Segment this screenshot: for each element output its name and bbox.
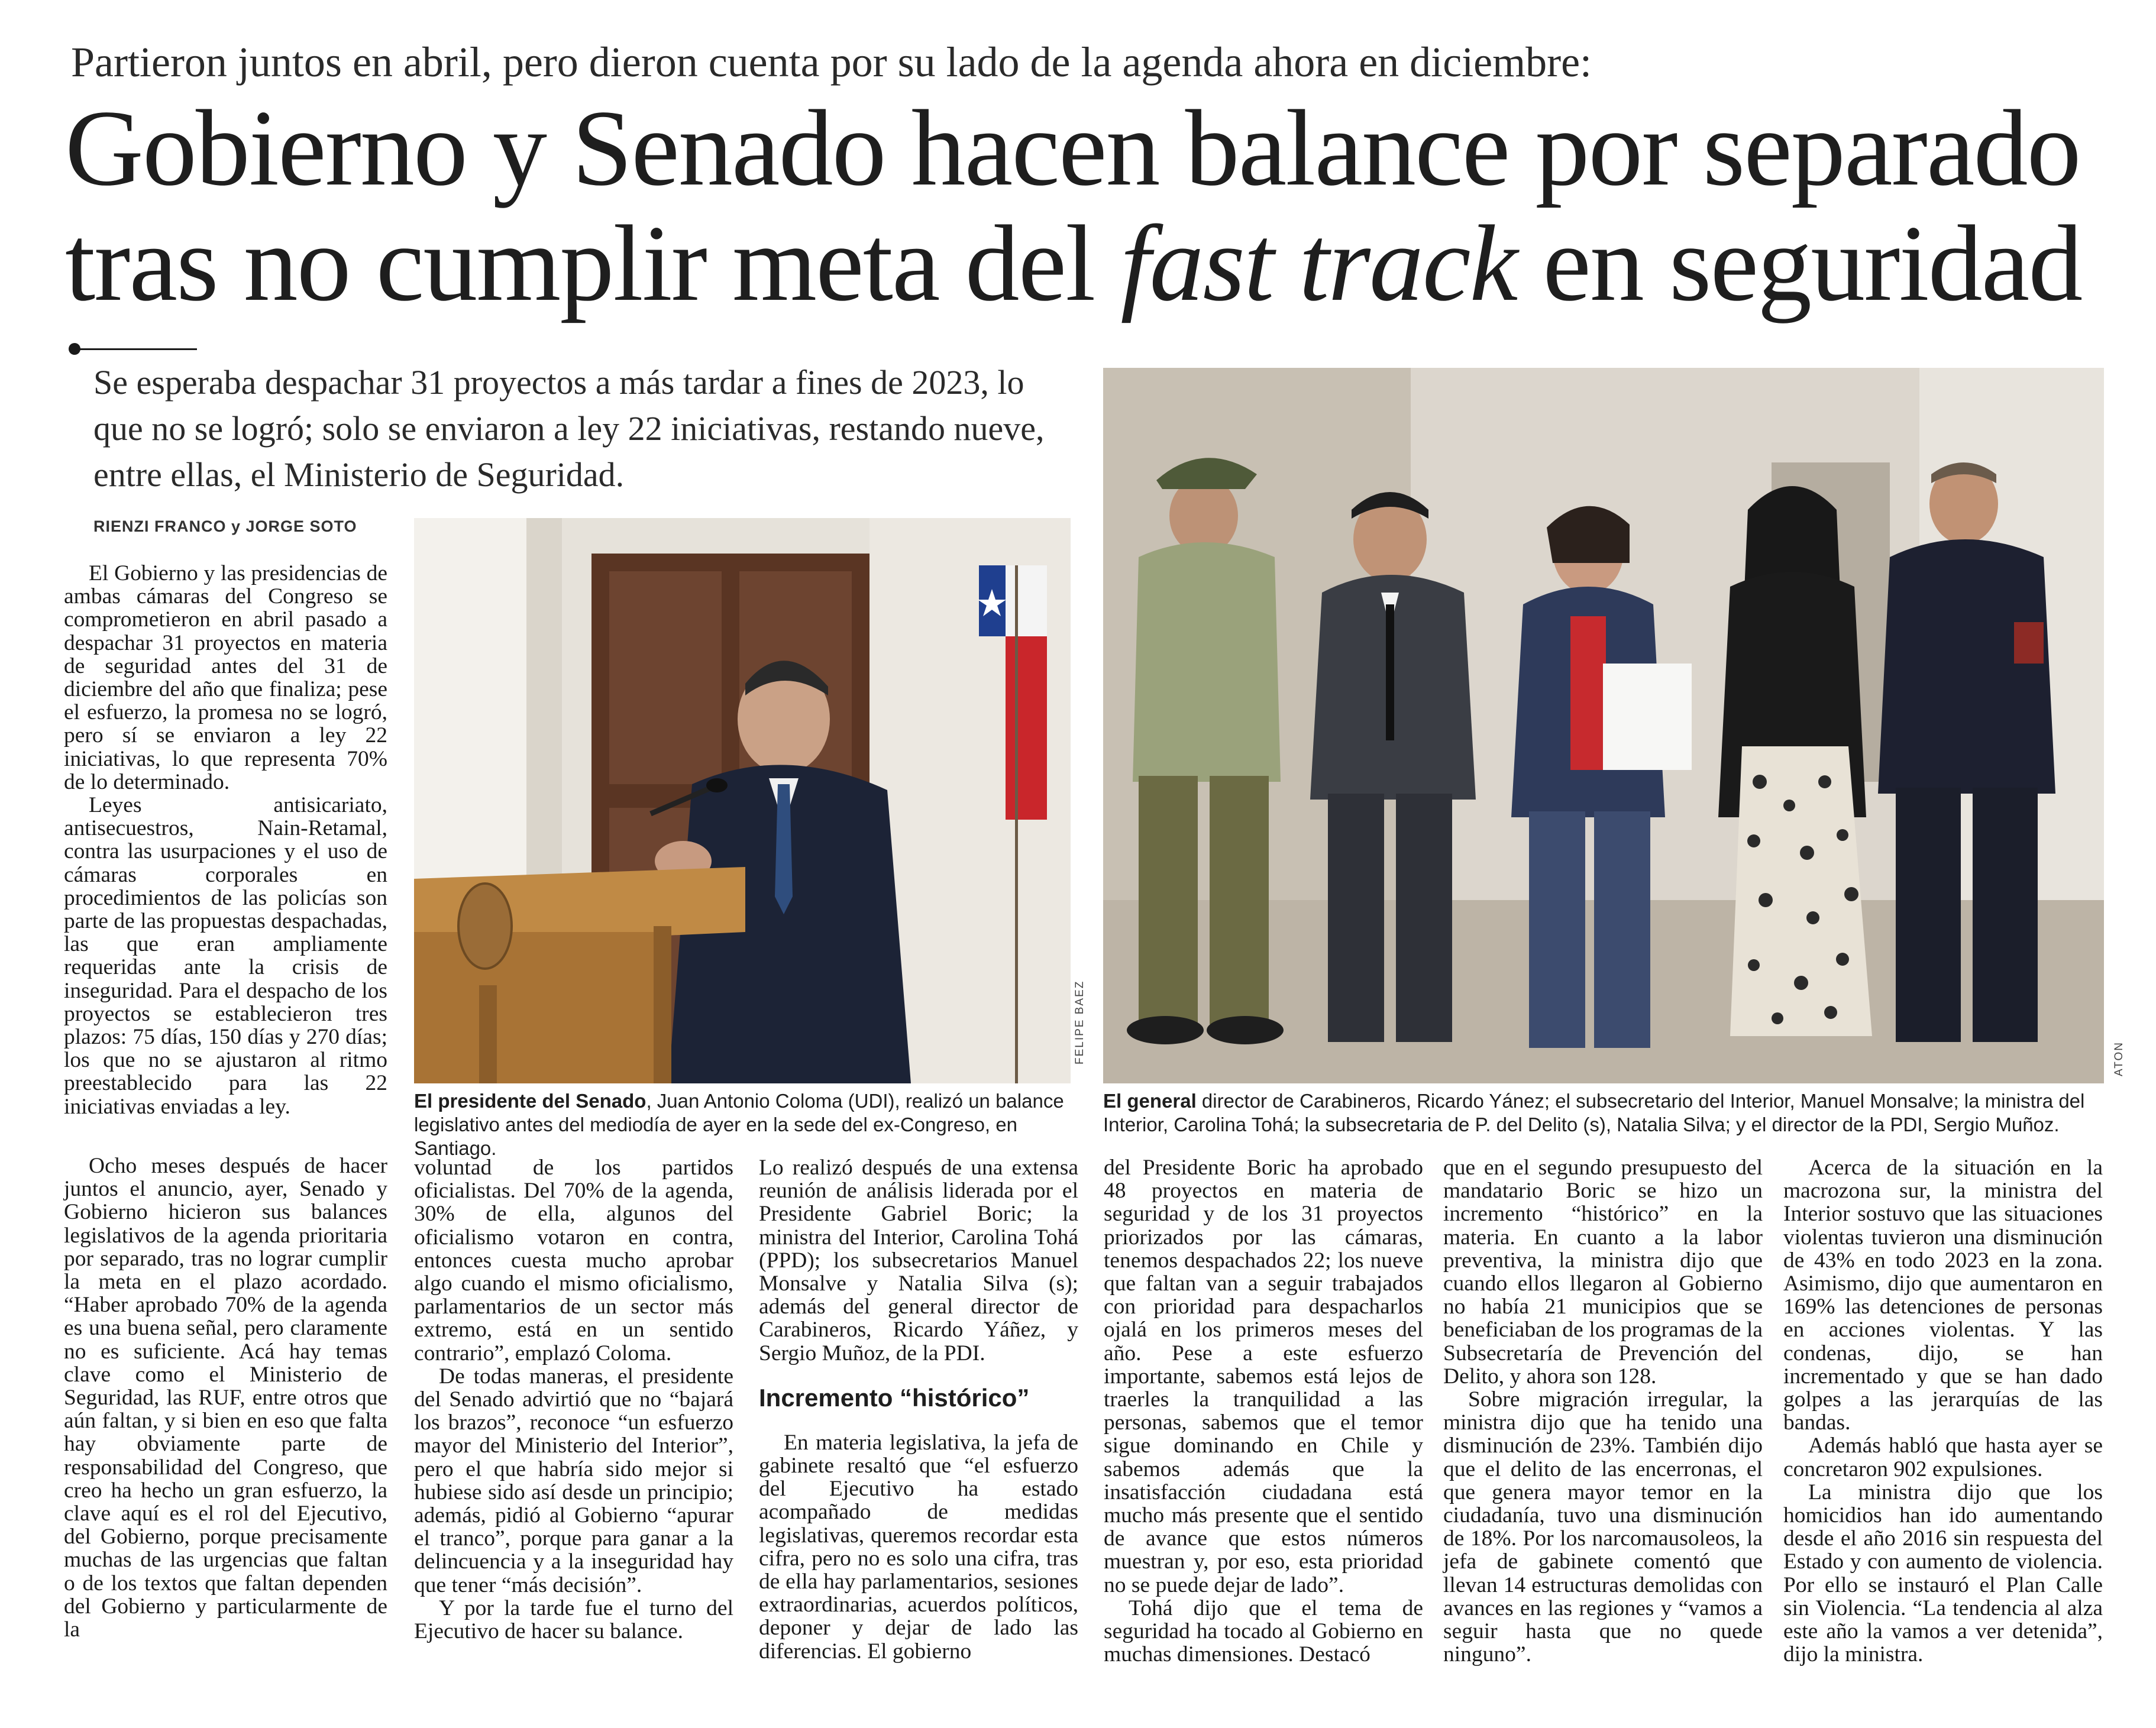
subhead: Incremento “histórico”: [759, 1383, 1030, 1412]
bullet-rule: [76, 348, 197, 350]
paragraph: El Gobierno y las presidencias de ambas cámaras del Congreso se comprometieron en abril pasado a despachar 31 proyectos en materia de seguridad antes del 31 de diciembre del año que finaliza; pese el esfuerzo, la promesa no se logró, pero sí se enviaron a ley 22 iniciativas, lo que representa 70% de lo determinado.: [64, 561, 387, 794]
headline-line-1: Gobierno y Senado hacen balance por separado: [65, 88, 2080, 208]
headline-line-2: [65, 204, 2112, 322]
paragraph: Ocho meses después de hacer juntos el anuncio, ayer, Senado y Gobierno hicieron sus balances legislativos de la agenda prioritaria por separado, tras no lograr cumplir la meta en el plazo acordado. “Haber aprobado 70% de la agenda es una buena señal, pero claramente no es suficiente. Acá hay temas clave como el Ministerio de Seguridad, las RUF, entre otros que aún faltan, y si bien en eso que falta hay obviamente parte de responsabilidad del Congreso, que creo ha hecho un gran esfuerzo, la clave aquí es el rol del Ejecutivo, del Gobierno, porque precisamente muchas de las urgencias que faltan o de los textos que faltan dependen del Gobierno y particularmente de la: [64, 1154, 387, 1642]
paragraph: Sobre migración irregular, la ministra dijo que ha tenido una disminución de 23%. También dijo que el delito de las encerronas, el que genera mayor temor en la ciudadanía, tuvo una disminución de 18%. Por los narcomausoleos, la jefa de gabinete comentó que llevan 14 estructuras demolidas con avances en las regiones y “vamos a seguir hasta que no quede ninguno”.: [1443, 1387, 1763, 1667]
headline-line-2-post: en seguridad: [1517, 203, 2082, 323]
paragraph: Tohá dijo que el tema de seguridad ha tocado al Gobierno en muchas dimensiones. Destacó: [1104, 1596, 1423, 1667]
body-column-4: [1104, 1156, 1423, 1666]
body-column-1-bottom: [64, 1154, 387, 1641]
paragraph: Leyes antisicariato, antisecuestros, Nain-Retamal, contra las usurpaciones y el uso de cámaras corporales en procedimientos de las policías son parte de las propuestas despachadas, las que eran ampliamente requeridas ante la crisis de inseguridad. Para el despacho de los proyectos se establecieron tres plazos: 75 días, 150 días y 270 días; los que no se ajustaron al ritmo preestablecido para las 22 iniciativas enviadas a ley.: [64, 793, 387, 1119]
paragraph: del Presidente Boric ha aprobado 48 proyectos en materia de seguridad y de los 31 proyectos priorizados por las cámaras, tenemos despachados 22; los nueve que faltan van a seguir trabajados con prioridad para despacharlos ojalá en los primeros meses del año. Pese a este esfuerzo importante, sabemos está lejos de traerles la tranquilidad a las personas, sabemos que el temor sigue dominando en Chile y sabemos además que la insatisfacción ciudadana está mucho más presente que el sentido de avance que estos números muestran y, por eso, esta prioridad no se puede dejar de lado”.: [1104, 1156, 1423, 1597]
caption-right-text: director de Carabineros, Ricardo Yánez; el subsecretario del Interior, Manuel Monsalve; la ministra del Interior, Carolina Tohá; la subsecretaria de P. del Delito (s), Natalia Silva; y el director de la PDI, Sergio Muñoz.: [1103, 1090, 2085, 1135]
paragraph: voluntad de los partidos oficialistas. Del 70% de la agenda, 30% de ella, algunos del oficialismo votaron en contra, entonces cuesta mucho aprobar algo cuando el mismo oficialismo, parlamentarios de un sector más extremo, está en un sentido contrario”, emplazó Coloma.: [414, 1156, 733, 1365]
photo-senate-president: [414, 518, 1071, 1083]
paragraph: En materia legislativa, la jefa de gabinete resaltó que “el esfuerzo del Ejecutivo ha estado acompañado de medidas legislativas, queremos recordar esta cifra, pero no es solo una cifra, tras de ella hay parlamentarios, sesiones extraordinarias, acuerdos políticos, deponer y dejar de lado las diferencias. El gobierno: [759, 1430, 1078, 1664]
deck-summary: Se esperaba despachar 31 proyectos a más tardar a fines de 2023, lo que no se logró; solo se enviaron a ley 22 iniciativas, restando nueve, entre ellas, el Ministerio de Seguridad.: [93, 363, 1045, 494]
body-column-2: [414, 1156, 733, 1643]
photo-senate-president-drawing: [414, 518, 1071, 1083]
photo-officials-walking: [1103, 368, 2104, 1083]
caption-right-lead: El general: [1103, 1090, 1197, 1112]
paragraph: Y por la tarde fue el turno del Ejecutivo de hacer su balance.: [414, 1596, 733, 1644]
paragraph: De todas maneras, el presidente del Senado advirtió que no “bajará los brazos”, reconoce “un esfuerzo mayor del Ministerio del Interior”, pero el que habría sido mejor si hubiese sido así desde un principio; además, pidió al Gobierno “apurar el tranco”, porque para ganar a la delincuencia y a la inseguridad hay que tener “más decisión”.: [414, 1364, 733, 1597]
photo-credit-left: FELIPE BAEZ: [1074, 980, 1086, 1064]
paragraph: Además habló que hasta ayer se concretaron 902 expulsiones.: [1783, 1433, 2103, 1481]
photo-credit-right: ATON: [2113, 1041, 2125, 1076]
headline-line-2-pre: tras no cumplir meta del: [65, 203, 1121, 323]
body-column-6: [1783, 1156, 2103, 1666]
paragraph: La ministra dijo que los homicidios han ido aumentando desde el año 2016 sin respuesta del Estado y con aumento de violencia. Por ello se instauró el Plan Calle sin Violencia. “La tendencia al alza este año la vamos a ver detenida”, dijo la ministra.: [1783, 1480, 2103, 1667]
paragraph: Acerca de la situación en la macrozona sur, la ministra del Interior sostuvo que las situaciones violentas tuvieron una disminución de 43% en todo 2023 en la zona. Asimismo, dijo que aumentaron en 169% las detenciones de personas en acciones violentas. Y las condenas, dijo, se han incrementado y que se han dado golpes a las jerarquías de las bandas.: [1783, 1156, 2103, 1435]
caption-left-text: , Juan Antonio Coloma (UDI), realizó un balance legislativo antes del mediodía de ayer en la sede del ex-Congreso, en Santiago.: [414, 1090, 1064, 1159]
caption-right: [1103, 1089, 2109, 1137]
body-column-1-top: [64, 562, 387, 1118]
photo-officials-drawing: [1103, 368, 2104, 1083]
byline: RIENZI FRANCO y JORGE SOTO: [93, 517, 357, 535]
paragraph: Lo realizó después de una extensa reunión de análisis liderada por el Presidente Gabriel Boric; la ministra del Interior, Carolina Tohá (PPD); los subsecretarios Manuel Monsalve y Natalia Silva (s); además del general director de Carabineros, Ricardo Yáñez, y Sergio Muñoz, de la PDI.: [759, 1156, 1078, 1365]
headline-italic-term: fast track: [1120, 203, 1517, 323]
body-column-5: [1443, 1156, 1763, 1666]
caption-left-lead: El presidente del Senado: [414, 1090, 647, 1112]
paragraph: que en el segundo presupuesto del mandatario Boric se hizo un incremento “histórico” en la materia. En cuanto a la labor preventiva, la ministra dijo que cuando ellos llegaron al Gobierno no había 21 municipios que se beneficiaban de los programas de la Subsecretaría de Prevención del Delito, y ahora son 128.: [1443, 1156, 1763, 1389]
body-column-3: [759, 1156, 1078, 1663]
kicker: Partieron juntos en abril, pero dieron cuenta por su lado de la agenda ahora en diciembre:: [71, 38, 1592, 86]
caption-left: [414, 1089, 1074, 1160]
